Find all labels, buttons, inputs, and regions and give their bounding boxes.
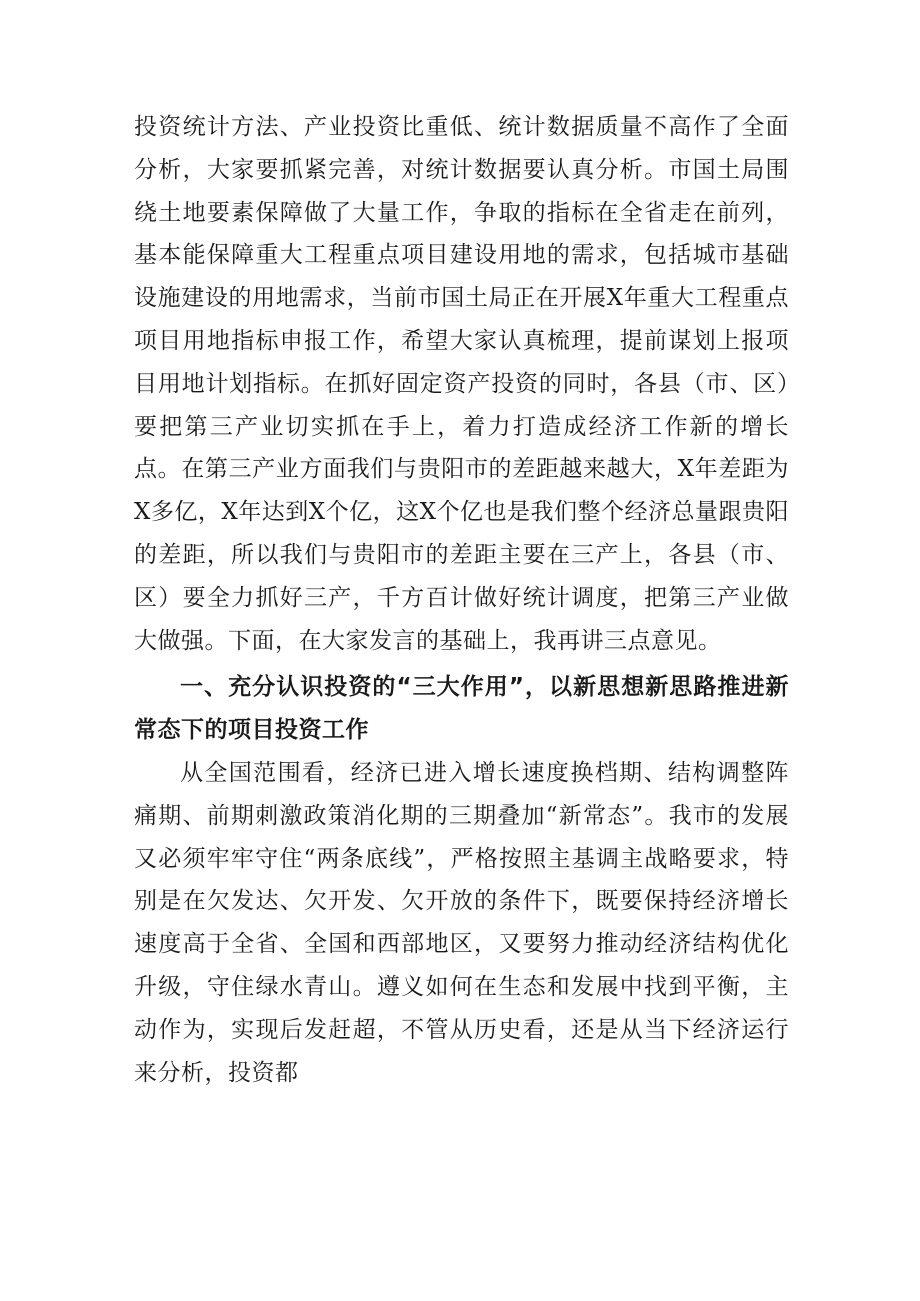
paragraph-section: 从全国范围看，经济已进入增长速度换档期、结构调整阵痛期、前期刺激政策消化期的三期叠加“新常态”。我市的发展又必须牢牢守住“两条底线”，严格按照主基调主战略要求，特别是在欠发达、欠开发、欠开放的条件下，既要保持经济增长速度高于全省、全国和西部地区，又要努力推动经济结构优化升级，守住绿水青山。遵义如何在生态和发展中找到平衡，主动作为，实现后发赶超，不管从历史看，还是从当下经济运行来分析，投资都 [134, 759, 789, 1086]
paragraph-continued: 投资统计方法、产业投资比重低、统计数据质量不高作了全面分析，大家要抓紧完善，对统计数据要认真分析。市国土局围绕土地要素保障做了大量工作，争取的指标在全省走在前列，基本能保障重大工程重点项目建设用地的需求，包括城市基础设施建设的用地需求，当前市国土局正在开展X年重大工程重点项目用地指标申报工作，希望大家认真梳理，提前谋划上报项目用地计划指标。在抓好固定资产投资的同时，各县（市、区）要把第三产业切实抓在手上，着力打造成经济工作新的增长点。在第三产业方面我们与贵阳市的差距越来越大，X年差距为X多亿，X年达到X个亿，这X个亿也是我们整个经济总量跟贵阳的差距，所以我们与贵阳市的差距主要在三产上，各县（市、区）要全力抓好三产，千方百计做好统计调度，把第三产业做大做强。下面，在大家发言的基础上，我再讲三点意见。 [134, 114, 789, 654]
document-body [134, 106, 789, 1094]
section-heading: 一、充分认识投资的“三大作用”，以新思想新思路推进新常态下的项目投资工作 [134, 674, 789, 744]
